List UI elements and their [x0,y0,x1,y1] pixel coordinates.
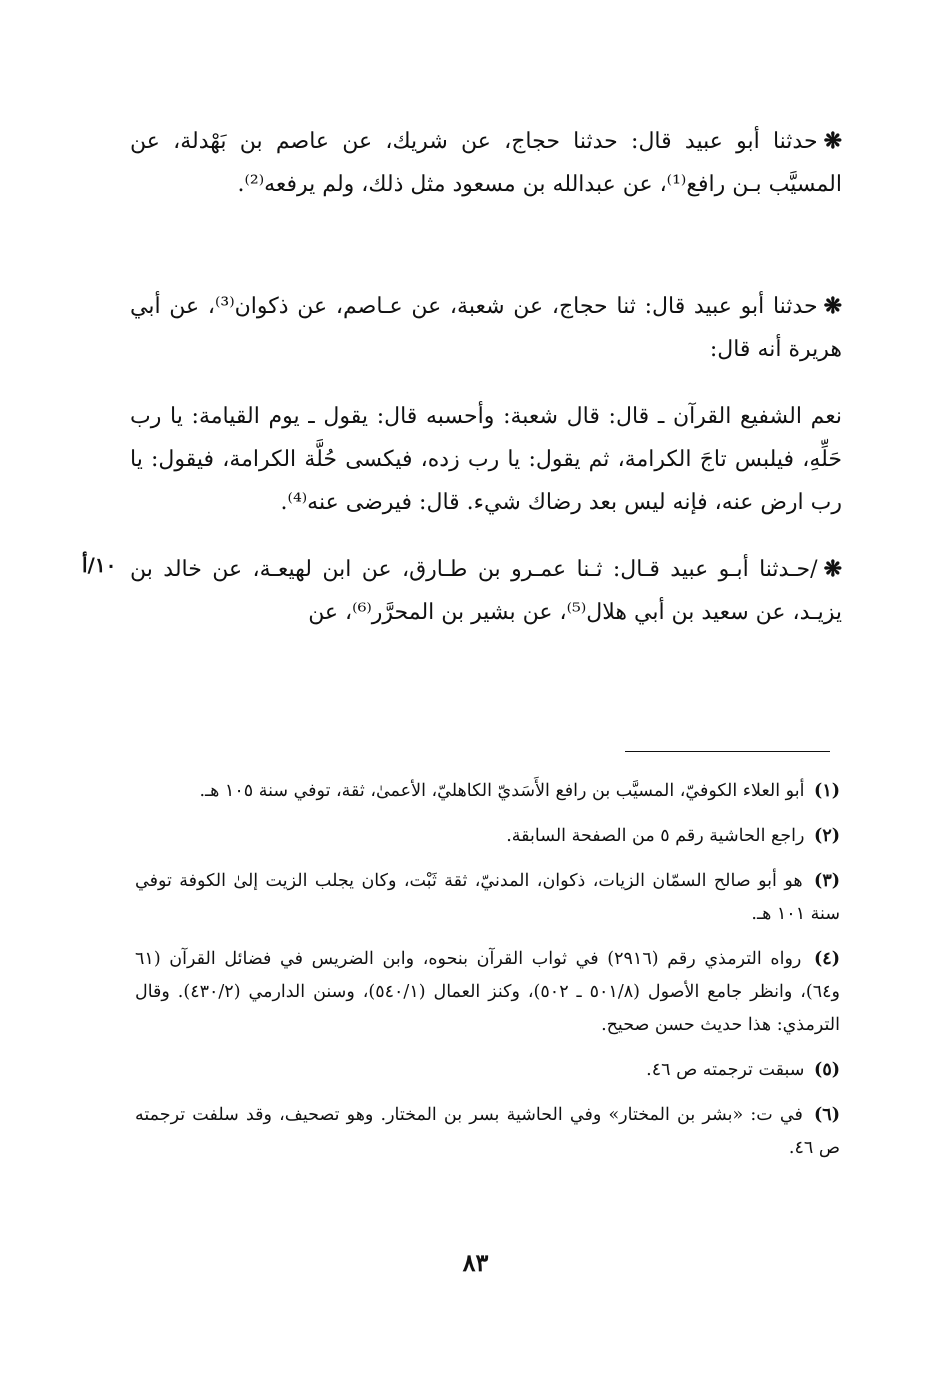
footnote-number: (١) [814,781,840,801]
paragraph-3 [130,395,842,524]
footnote-number: (٤) [814,949,840,969]
footnote-text: أبو العلاء الكوفيّ، المسيَّب بن رافع الأَسَديّ الكاهليّ، الأعمىٰ، ثقة، توفي سنة ١٠٥ هـ. [199,781,805,801]
footnotes [135,775,840,1177]
footnote-2 [135,820,840,853]
paragraph-4 [130,548,842,634]
footnote-separator [625,751,830,752]
footnote-3 [135,865,840,931]
paragraph-1-text: حدثنا أبو عبيد قال: حدثنا حجاج، عن شريك، عن عاصم بن بَهْدلة، عن المسيَّب بـن رافع⁽¹⁾، عن عبدالله بن مسعود مثل ذلك، ولم يرفعه⁽²⁾. [130,129,842,197]
asterisk-marker: ❋ [823,293,843,319]
footnote-text: في ت: «بشر بن المختار» وفي الحاشية بسر بن المختار. وهو تصحيف، وقد سلفت ترجمته ص ٤٦. [135,1105,840,1158]
footnote-number: (٦) [814,1105,840,1125]
page-number: ٨٣ [462,1248,489,1277]
footnote-number: (٢) [814,826,840,846]
footnote-text: هو أبو صالح السمّان الزيات، ذكوان، المدنيّ، ثقة ثَبْت، وكان يجلب الزيت إلىٰ الكوفة توفي سنة ١٠١ هـ. [135,871,840,924]
footnote-number: (٣) [814,871,840,891]
asterisk-marker: ❋ [823,128,842,154]
footnote-5 [135,1054,840,1087]
paragraph-3-text: نعم الشفيع القرآن ـ قال: قال شعبة: وأحسبه قال: يقول ـ يوم القيامة: يا رب حَلِّهِ، فيلبس تاجَ الكرامة، ثم يقول: يا رب زده، فيكسى حُلَّة الكرامة، فيقول: يا رب ارض عنه، فإنه ليس بعد رضاك شيء. قال: فيرضى عنه⁽⁴⁾. [130,404,842,515]
footnote-text: راجع الحاشية رقم ٥ من الصفحة السابقة. [506,826,805,846]
footnote-text: سبقت ترجمته ص ٤٦. [646,1060,805,1080]
paragraph-2-text: حدثنا أبو عبيد قال: ثنا حجاج، عن شعبة، عن عـاصم، عن ذكوان⁽³⁾، عن أبي هريرة أنه قال: [130,294,842,362]
paragraph-4-text: /حـدثنا أبـو عبيد قـال: ثـنا عمـرو بن طـارق، عن ابن لهيعـة، عن خالد بن يزيـد، عن سعيد بن أبي هلال⁽⁵⁾، عن بشير بن المحرَّر⁽⁶⁾، عن [130,557,842,625]
asterisk-marker: ❋ [823,556,842,582]
footnote-6 [135,1099,840,1165]
footnote-4 [135,943,840,1042]
paragraph-2 [130,285,842,371]
paragraph-1 [130,120,842,206]
manuscript-folio-note: ١٠/أ [82,553,117,577]
footnote-number: (٥) [814,1060,840,1080]
footnote-text: رواه الترمذي رقم (٢٩١٦) في ثواب القرآن بنحوه، وابن الضريس في فضائل القرآن (٦١ و٦٤)، وانظر جامع الأصول (٥٠١/٨ ـ ٥٠٢)، وكنز العمال (٥٤٠/١)، وسنن الدارمي (٤٣٠/٢). وقال الترمذي: هذا حديث حسن صحيح. [135,949,840,1035]
footnote-1 [135,775,840,808]
